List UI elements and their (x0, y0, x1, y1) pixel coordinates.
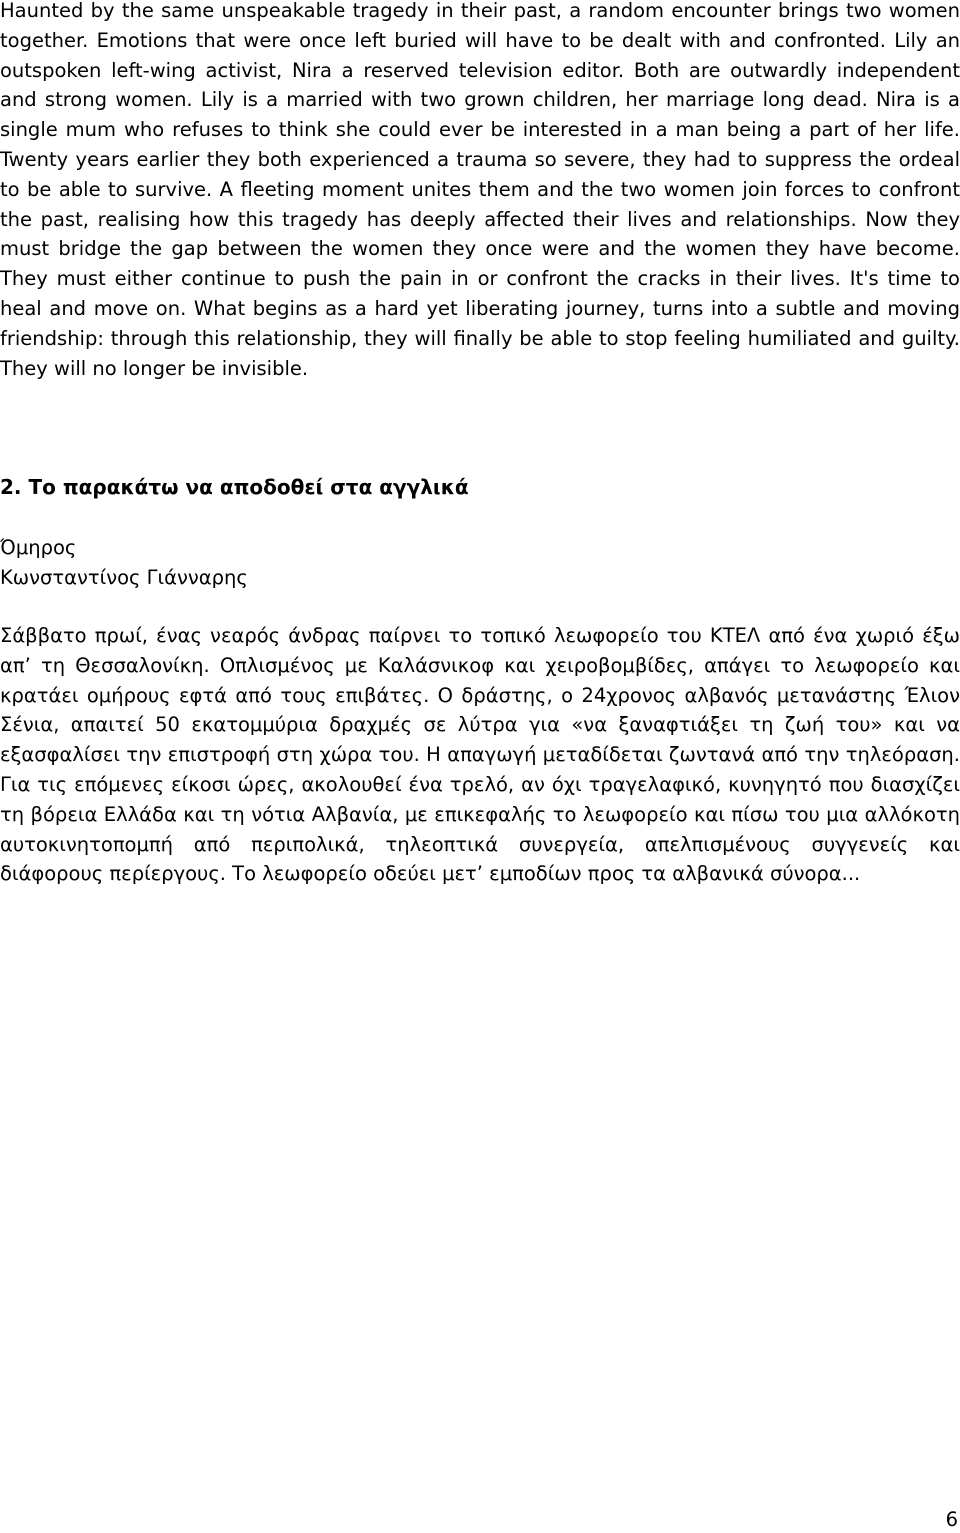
work-title: Όμηρος (0, 536, 77, 559)
page-number: 6 (945, 1508, 958, 1531)
work-author: Κωνσταντίνος Γιάνναρης (0, 566, 248, 589)
english-synopsis-paragraph: Haunted by the same unspeakable tragedy in their past, a random encounter brings two women together. Emotions that were once left buried will have to be dealt with and confronted. Lily an outspoken left-wing activist, Nira a reserved television editor. Both are outwardly independent and strong women. Lily is a married with two grown children, her marriage long dead. Nira is a single mum who refuses to think she could ever be interested in a man being a part of her life. Twenty years earlier they both experienced a trauma so severe, they had to suppress the ordeal to be able to survive. A fleeting moment unites them and the two women join forces to confront the past, realising how this tragedy has deeply affected their lives and relationships. Now they must bridge the gap between the women they once were and the women they have become. They must either continue to push the pain in or confront the cracks in their lives. It's time to heal and move on. What begins as a hard yet liberating journey, turns into a subtle and moving friendship: through this relationship, they will finally be able to stop feeling humiliated and guilty. They will no longer be invisible. (0, 0, 960, 380)
greek-synopsis-paragraph: Σάββατο πρωί, ένας νεαρός άνδρας παίρνει το τοπικό λεωφορείο του ΚΤΕΛ από ένα χωριό έξω απ’ τη Θεσσαλονίκη. Οπλισμένος με Καλάσνικοφ και χειροβομβίδες, απάγει το λεωφορείο και κρατάει ομήρους εφτά από τους επιβάτες. Ο δράστης, ο 24χρονος αλβανός μετανάστης Έλιον Σένια, απαιτεί 50 εκατομμύρια δραχμές σε λύτρα για «να ξαναφτιάξει τη ζωή του» και να εξασφαλίσει την επιστροφή στη χώρα του. Η απαγωγή μεταδίδεται ζωντανά από την τηλεόραση. Για τις επόμενες είκοσι ώρες, ακολουθεί ένα τρελό, αν όχι τραγελαφικό, κυνηγητό που διασχίζει τη βόρεια Ελλάδα και τη νότια Αλβανία, με επικεφαλής το λεωφορείο και πίσω του μια αλλόκοτη αυτοκινητοπομπή από περιπολικά, τηλεοπτικά συνεργεία, απελπισμένους συγγενείς και διάφορους περίεργους. Το λεωφορείο οδεύει μετ’ εμποδίων προς τα αλβανικά σύνορα... (0, 624, 960, 886)
section-heading: 2. Το παρακάτω να αποδοθεί στα αγγλικά (0, 475, 469, 499)
